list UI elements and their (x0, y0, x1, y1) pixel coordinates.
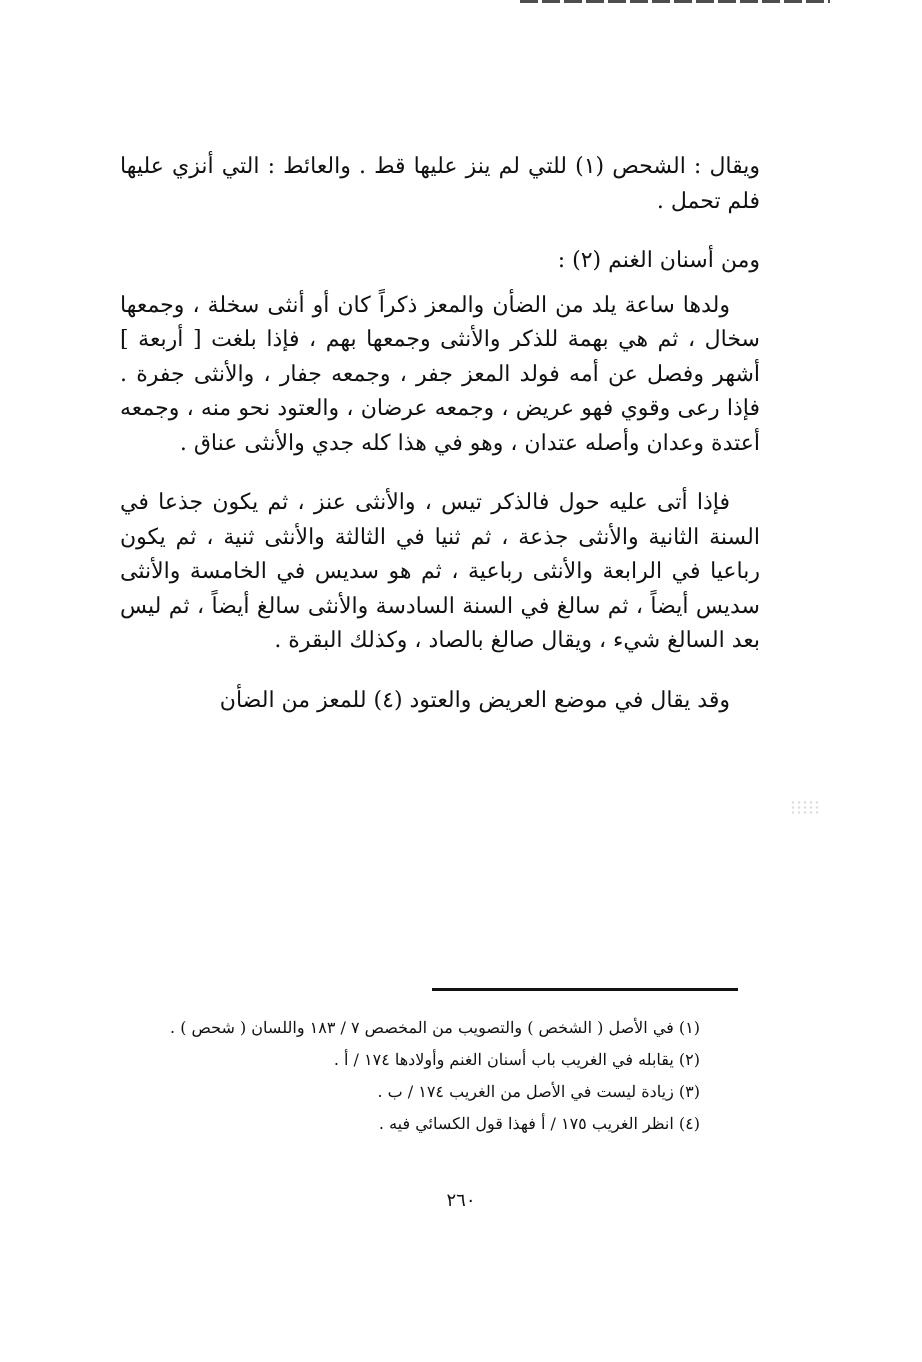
footnote-2: (٢) يقابله في الغريب باب أسنان الغنم وأولادها ١٧٤ / أ . (333, 1050, 700, 1069)
paragraph-continuation: وقد يقال في موضع العريض والعتود (٤) للمعز من الضأن (219, 687, 730, 713)
paragraph-age-terms: فإذا أتى عليه حول فالذكر تيس ، والأنثى عنز ، ثم يكون جذعا في السنة الثانية والأنثى جذعة ، ثم ثنيا في الثالثة والأنثى ثنية ، ثم يكون رباعيا في الرابعة والأنثى رباعية ، ثم هو سديس في الخامسة والأنثى سديس أيضاً ، ثم سالغ في السنة السادسة والأنثى سالغ أيضاً ، ثم ليس بعد السالغ شيء ، ويقال صالغ بالصاد ، وكذلك البقرة . (120, 490, 760, 653)
section-heading: ومن أسنان الغنم (٢) : (557, 248, 760, 273)
footnote-3: (٣) زيادة ليست في الأصل من الغريب ١٧٤ / ب . (377, 1082, 700, 1101)
scan-noise (790, 800, 820, 814)
footnote-4: (٤) انظر الغريب ١٧٥ / أ فهذا قول الكسائي فيه . (378, 1114, 700, 1133)
main-text (120, 150, 760, 743)
footnote-separator (432, 988, 738, 991)
top-edge-rule (520, 0, 830, 3)
footnote-1: (١) في الأصل ( الشخص ) والتصويب من المخصص ٧ / ١٨٣ واللسان ( شحص ) . (170, 1018, 700, 1037)
page-number: ٢٦٠ (446, 1190, 476, 1211)
paragraph-definition: ويقال : الشحص (١) للتي لم ينز عليها قط . والعائط : التي أنزي عليها فلم تحمل . (120, 154, 761, 214)
paragraph-offspring: ولدها ساعة يلد من الضأن والمعز ذكراً كان أو أنثى سخلة ، وجمعها سخال ، ثم هي بهمة للذكر والأنثى وجمعها بهم ، فإذا بلغت [ أربعة ] أشهر وفصل عن أمه فولد المعز جفر ، وجمعه جفار ، والأنثى جفرة . فإذا رعى وقوي فهو عريض ، وجمعه عرضان ، والعتود نحو منه ، وجمعه أعتدة وعدان وأصله عتدان ، وهو في هذا كله جدي والأنثى عناق . (120, 292, 761, 456)
footnotes (130, 1012, 710, 1140)
